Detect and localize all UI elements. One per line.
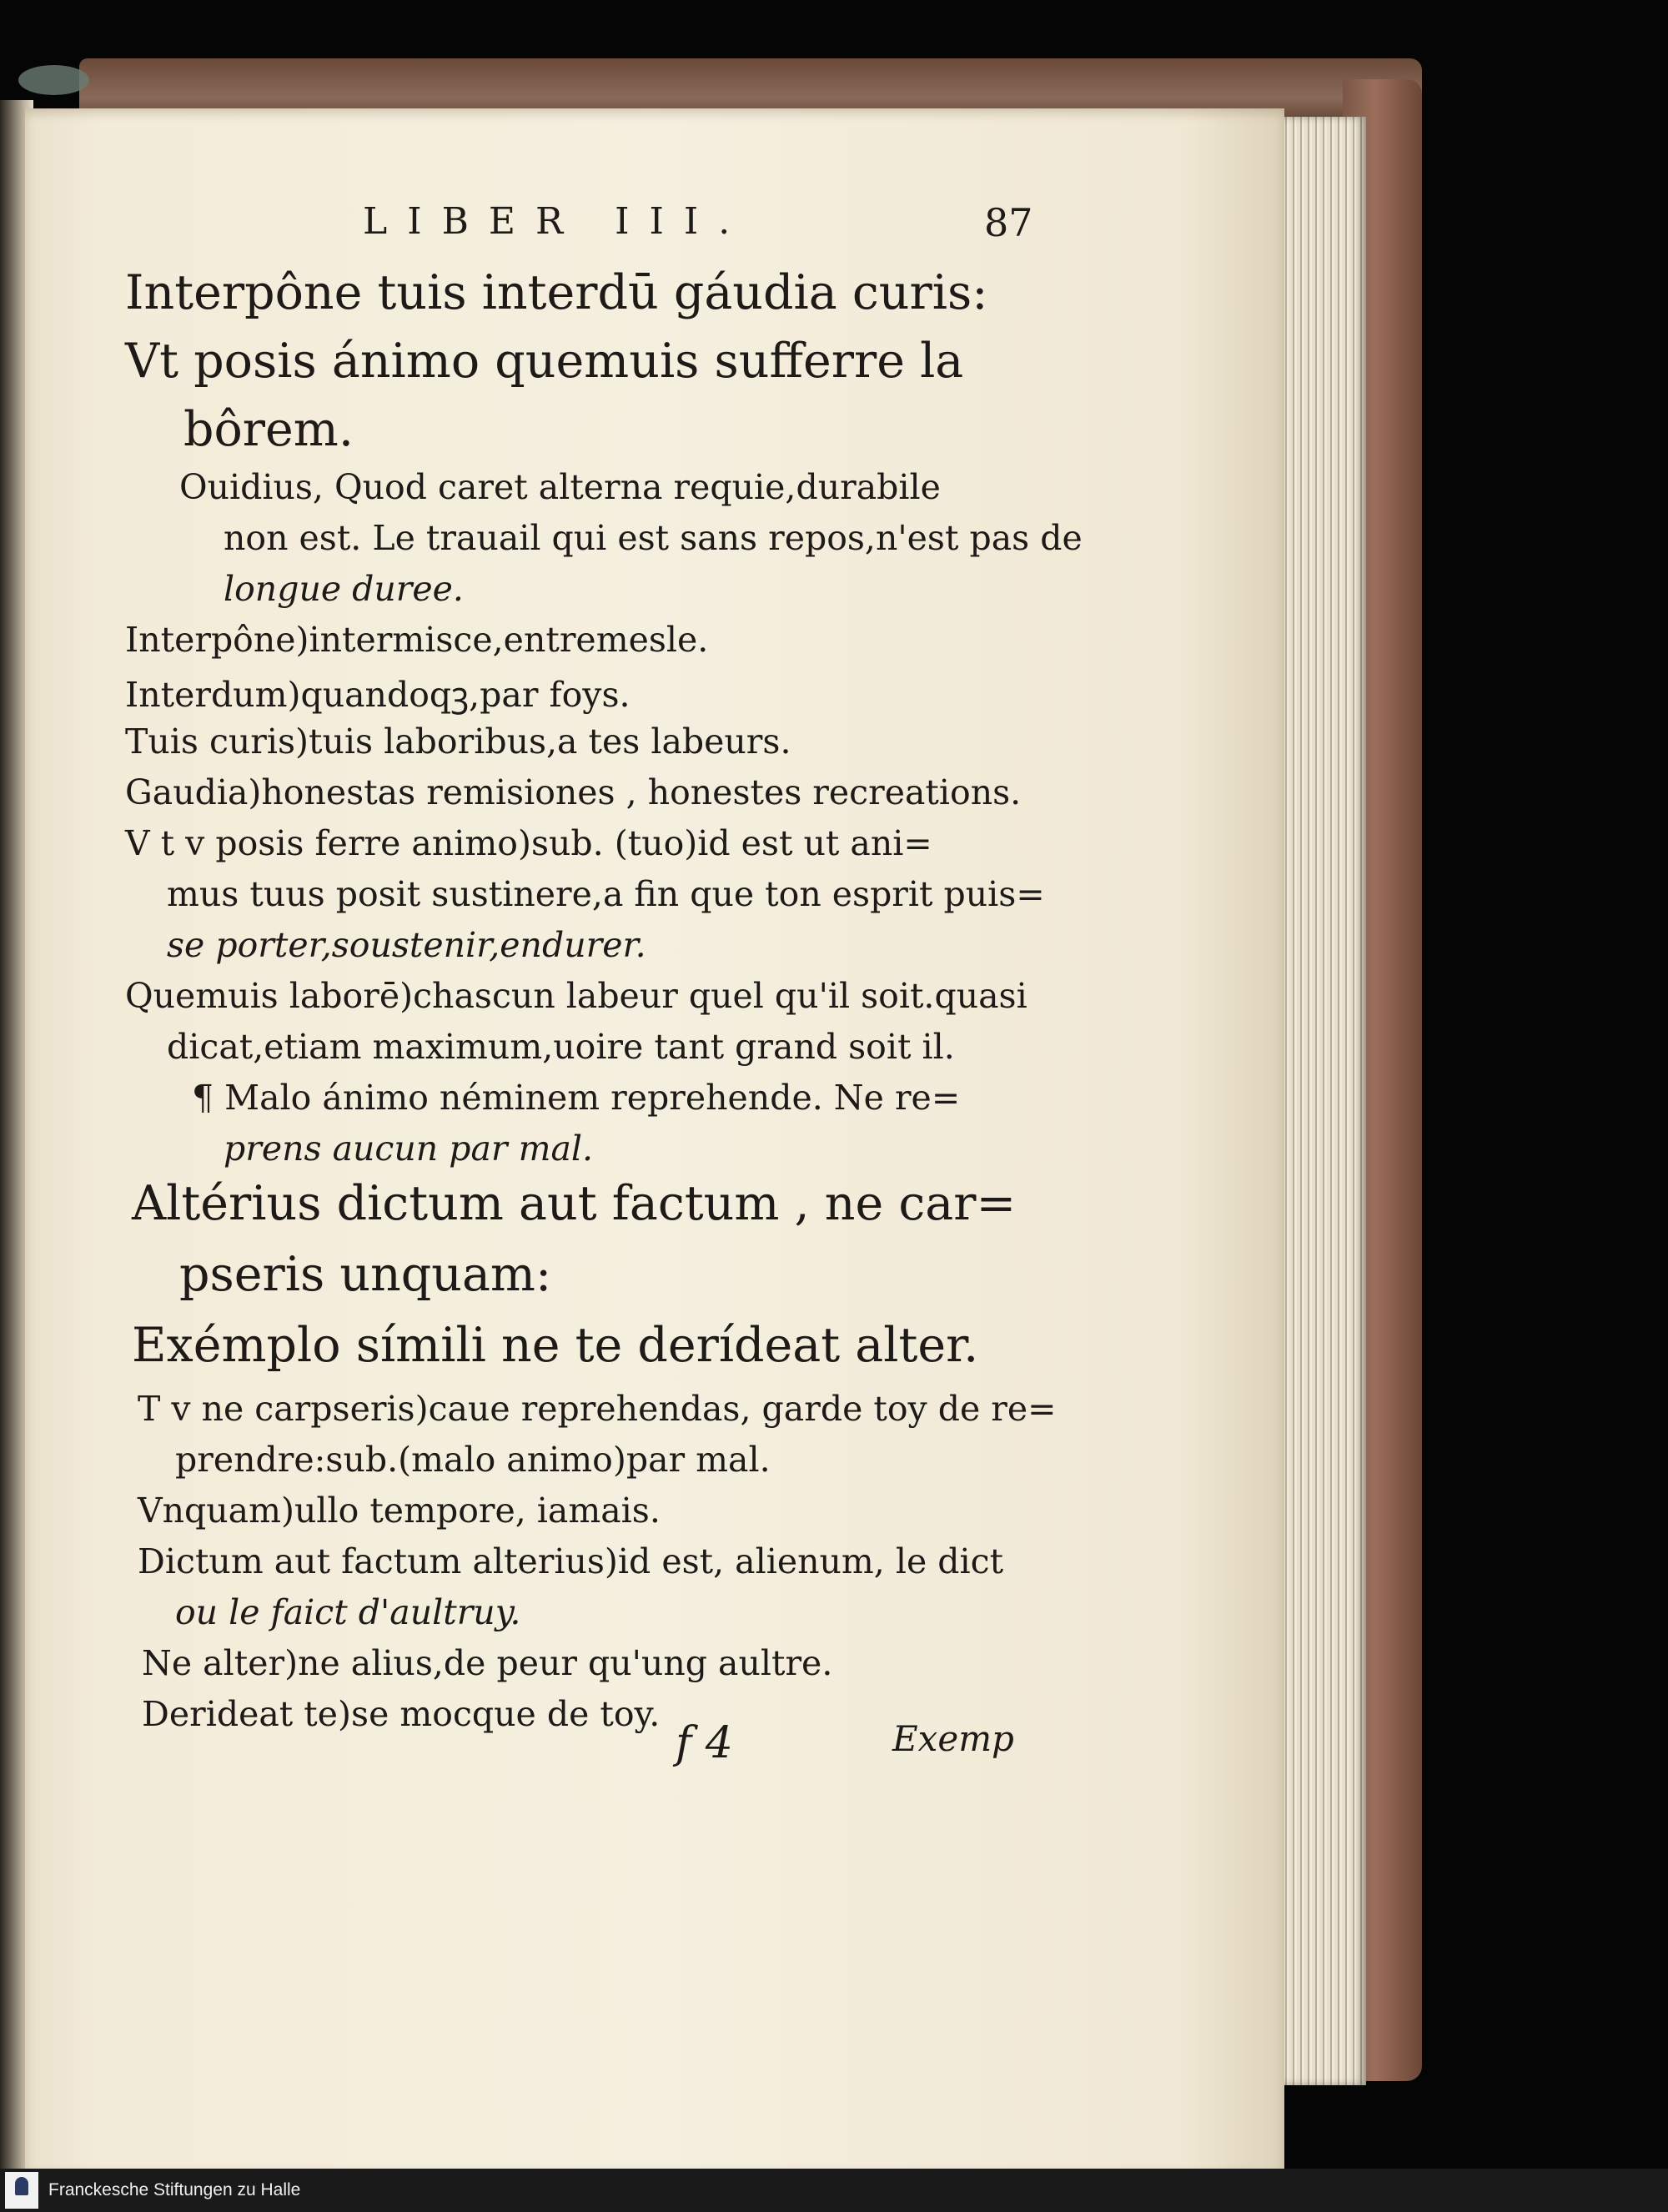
verse-line-5: pseris unquam: [179, 1247, 552, 1302]
commentary-line: T v ne carpseris)caue reprehendas, garde toy de re= [138, 1389, 1057, 1429]
commentary-line: Derideat te)se mocque de toy. [142, 1694, 661, 1734]
institution-logo-icon [5, 2172, 38, 2209]
folio-number: 87 [984, 200, 1033, 245]
commentary-line: Interdum)quandoqꝫ,par foys. [125, 675, 631, 715]
commentary-line: prendre:sub.(malo animo)par mal. [175, 1440, 771, 1480]
commentary-line: Dictum aut factum alterius)id est, alienum, le dict [138, 1541, 1004, 1581]
commentary-line: Ne alter)ne alius,de peur qu'ung aultre. [142, 1643, 833, 1683]
commentary-line: V t v posis ferre animo)sub. (tuo)id est ut ani= [125, 823, 932, 863]
commentary-line: ou le faict d'aultruy. [175, 1592, 521, 1632]
running-head: LIBER III. [363, 200, 751, 243]
commentary-line: se porter,soustenir,endurer. [167, 925, 646, 965]
commentary-line: longue duree. [224, 569, 464, 609]
binding-string [18, 65, 89, 95]
commentary-line: non est. Le trauail qui est sans repos,n'est pas de [224, 518, 1083, 558]
building-icon [15, 2177, 28, 2195]
verse-line-3: bôrem. [183, 402, 354, 457]
verse-line-2: Vt posis ánimo quemuis sufferre la [125, 334, 964, 389]
commentary-line: Quemuis laborē)chascun labeur quel qu'il soit.quasi [125, 976, 1027, 1016]
commentary-line: prens aucun par mal. [224, 1129, 594, 1169]
signature-mark: f 4 [676, 1718, 733, 1768]
verse-line-1: Interpône tuis interdū gáudia curis: [125, 265, 988, 320]
catchword: Exemp [892, 1718, 1014, 1759]
commentary-line: Tuis curis)tuis laboribus,a tes labeurs. [125, 721, 791, 762]
verse-line-6: Exémplo símili ne te derídeat alter. [132, 1318, 979, 1373]
commentary-line: dicat,etiam maximum,uoire tant grand soit il. [167, 1027, 955, 1067]
verse-line-4: Altérius dictum aut factum , ne car= [132, 1176, 1017, 1231]
commentary-line: Ouidius, Quod caret alterna requie,durabile [179, 467, 941, 507]
institution-name: Franckesche Stiftungen zu Halle [48, 2180, 301, 2199]
commentary-line: Vnquam)ullo tempore, iamais. [138, 1491, 661, 1531]
footer-bar [0, 2169, 1668, 2212]
commentary-line: mus tuus posit sustinere,a fin que ton esprit puis= [167, 874, 1045, 914]
commentary-line: Gaudia)honestas remisiones , honestes recreations. [125, 772, 1022, 812]
commentary-line: Interpône)intermisce,entremesle. [125, 620, 709, 660]
page-edges [1274, 117, 1366, 2085]
commentary-line: ¶ Malo ánimo néminem reprehende. Ne re= [192, 1078, 961, 1118]
